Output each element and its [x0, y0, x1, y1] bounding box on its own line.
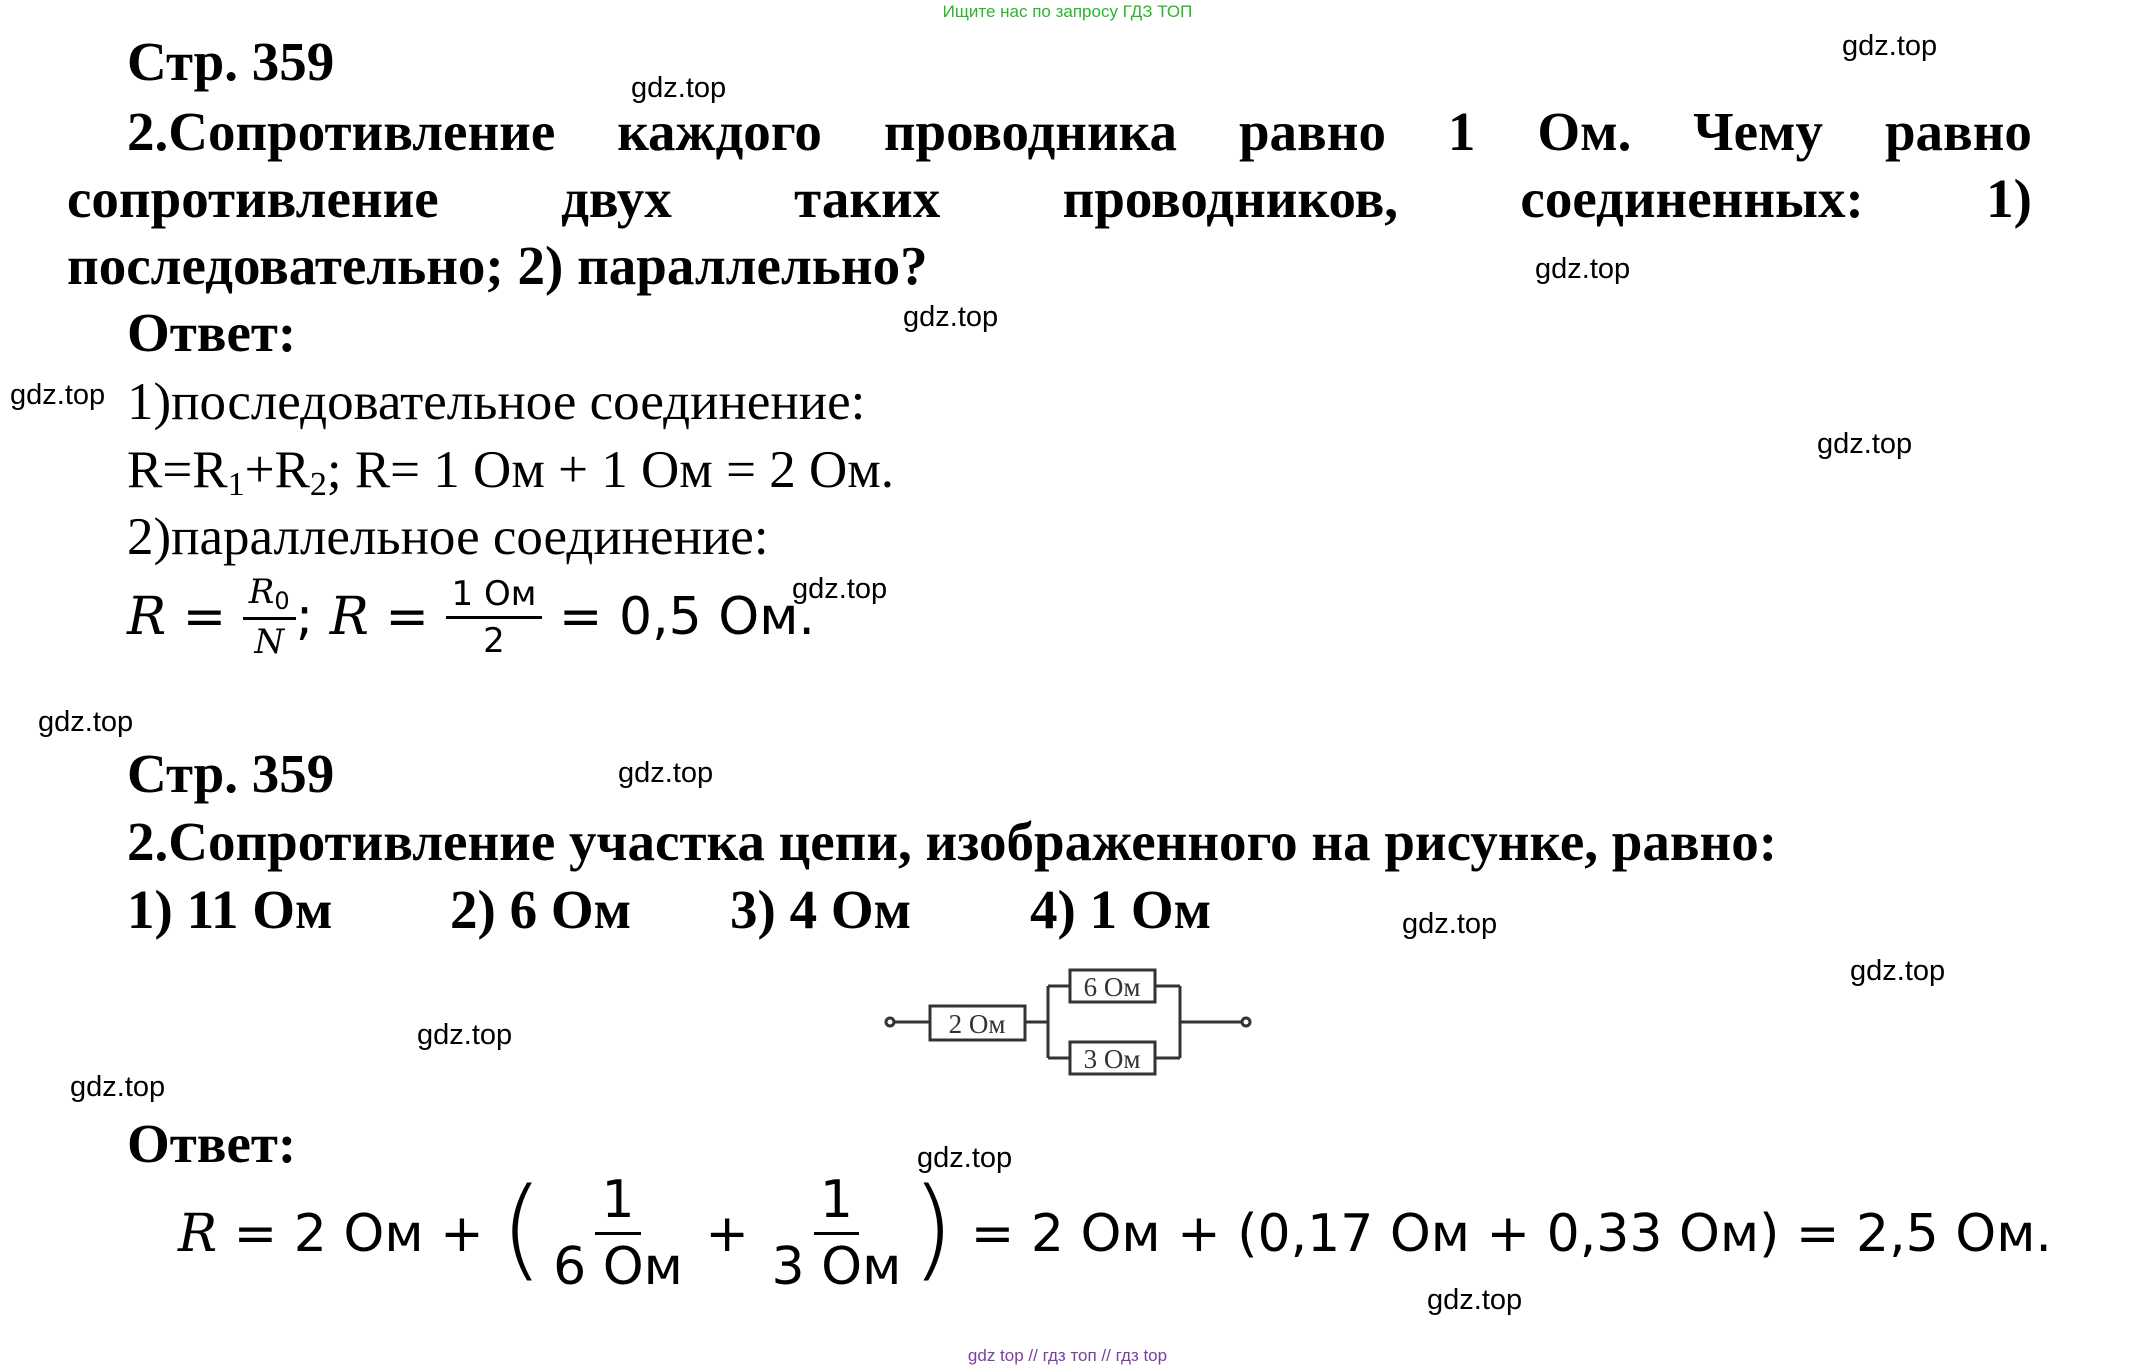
resistor-label: 6 Ом	[1083, 972, 1141, 1002]
watermark: gdz.top	[1402, 908, 1498, 940]
resistor-label: 3 Ом	[1083, 1044, 1141, 1074]
formula-var: R	[248, 572, 275, 612]
formula-part: = 0,5 Ом.	[542, 587, 815, 647]
series-title: 1)последовательное соединение:	[127, 373, 866, 431]
fraction-denominator: 2	[483, 620, 505, 661]
series-formula	[127, 440, 894, 504]
formula-part: ;	[295, 587, 330, 647]
word: сопротивление	[67, 168, 439, 229]
fraction-numerator: 1	[595, 1170, 640, 1235]
word: двух	[561, 168, 672, 229]
formula-var: R	[178, 1203, 218, 1264]
word: 1)	[1986, 168, 2032, 229]
watermark: gdz.top	[1850, 955, 1946, 987]
watermark: gdz.top	[1427, 1284, 1523, 1316]
watermark: gdz.top	[417, 1019, 513, 1051]
formula-part: ; R= 1 Ом + 1 Ом = 2 Ом.	[326, 441, 895, 499]
word: равно	[1238, 101, 1386, 162]
section2-question: 2.Сопротивление участка цепи, изображенного на рисунке, равно:	[127, 811, 1778, 872]
option-3: 3) 4 Ом	[730, 879, 912, 940]
formula-part: =	[368, 587, 446, 647]
parallel-title: 2)параллельное соединение:	[127, 508, 769, 566]
watermark: gdz.top	[70, 1071, 166, 1103]
circuit-diagram	[880, 960, 1260, 1090]
formula-part: =	[166, 587, 243, 647]
word: Ом.	[1537, 101, 1632, 162]
word: равно	[1884, 101, 2032, 162]
option-1: 1) 11 Ом	[127, 879, 333, 940]
subscript: 2	[309, 466, 327, 503]
watermark: gdz.top	[38, 706, 134, 738]
formula-part: = 2 Ом + (0,17 Ом + 0,33 Ом) = 2,5 Ом.	[954, 1203, 2052, 1264]
section1-question-line2	[67, 167, 2032, 230]
fraction-numerator: 1 Ом	[446, 574, 543, 619]
bottom-banner[interactable]: gdz top // гдз топ // гдз top	[967, 1346, 1168, 1365]
watermark: gdz.top	[1817, 428, 1913, 460]
word: проводников,	[1062, 168, 1399, 229]
word: 1	[1447, 101, 1476, 162]
subscript: 1	[227, 466, 245, 503]
watermark: gdz.top	[631, 72, 727, 104]
fraction-numerator: 1	[814, 1170, 859, 1235]
right-paren: )	[911, 1163, 955, 1292]
section1-question-line1	[127, 100, 2032, 163]
section2-heading: Стр. 359	[127, 743, 335, 804]
formula-part: = 2 Ом +	[217, 1203, 501, 1264]
watermark: gdz.top	[618, 757, 714, 789]
section1-question-line3: последовательно; 2) параллельно?	[67, 235, 928, 296]
fraction	[766, 1170, 908, 1297]
watermark: gdz.top	[903, 301, 999, 333]
subscript: 0	[274, 587, 290, 615]
circuit-svg	[880, 960, 1260, 1090]
fraction-denominator: 6 Ом	[553, 1237, 683, 1297]
fraction-denominator: N	[254, 622, 285, 662]
watermark: gdz.top	[1842, 30, 1938, 62]
fraction-denominator: 3 Ом	[771, 1237, 902, 1297]
top-banner[interactable]: Ищите нас по запросу ГДЗ ТОП	[942, 2, 1193, 21]
word: Чему	[1693, 101, 1824, 162]
fraction	[243, 572, 296, 662]
left-paren: (	[500, 1163, 544, 1292]
watermark: gdz.top	[917, 1142, 1013, 1174]
formula-part: +R	[244, 441, 310, 499]
word: проводника	[883, 101, 1178, 162]
watermark: gdz.top	[10, 379, 106, 411]
fraction	[446, 574, 543, 661]
watermark: gdz.top	[1535, 253, 1631, 285]
fraction-numerator	[243, 572, 296, 620]
section2-answer-label: Ответ:	[127, 1113, 297, 1174]
formula-var: R	[127, 587, 167, 647]
resistor-label: 2 Ом	[948, 1009, 1006, 1039]
final-formula	[178, 1163, 2052, 1297]
section1-answer-label: Ответ:	[127, 302, 297, 363]
watermark: gdz.top	[792, 573, 888, 605]
word: каждого	[617, 101, 822, 162]
word: 2.Сопротивление	[127, 101, 556, 162]
formula-part: +	[688, 1203, 766, 1264]
formula-var: R	[329, 587, 369, 647]
fraction	[547, 1170, 689, 1297]
option-2: 2) 6 Ом	[450, 879, 632, 940]
section1-heading: Стр. 359	[127, 31, 335, 92]
parallel-formula	[127, 572, 815, 662]
formula-part: R=R	[127, 441, 228, 499]
word: таких	[794, 168, 941, 229]
option-4: 4) 1 Ом	[1030, 879, 1212, 940]
terminal-left	[886, 1018, 894, 1026]
terminal-right	[1242, 1018, 1250, 1026]
word: соединенных:	[1520, 168, 1864, 229]
